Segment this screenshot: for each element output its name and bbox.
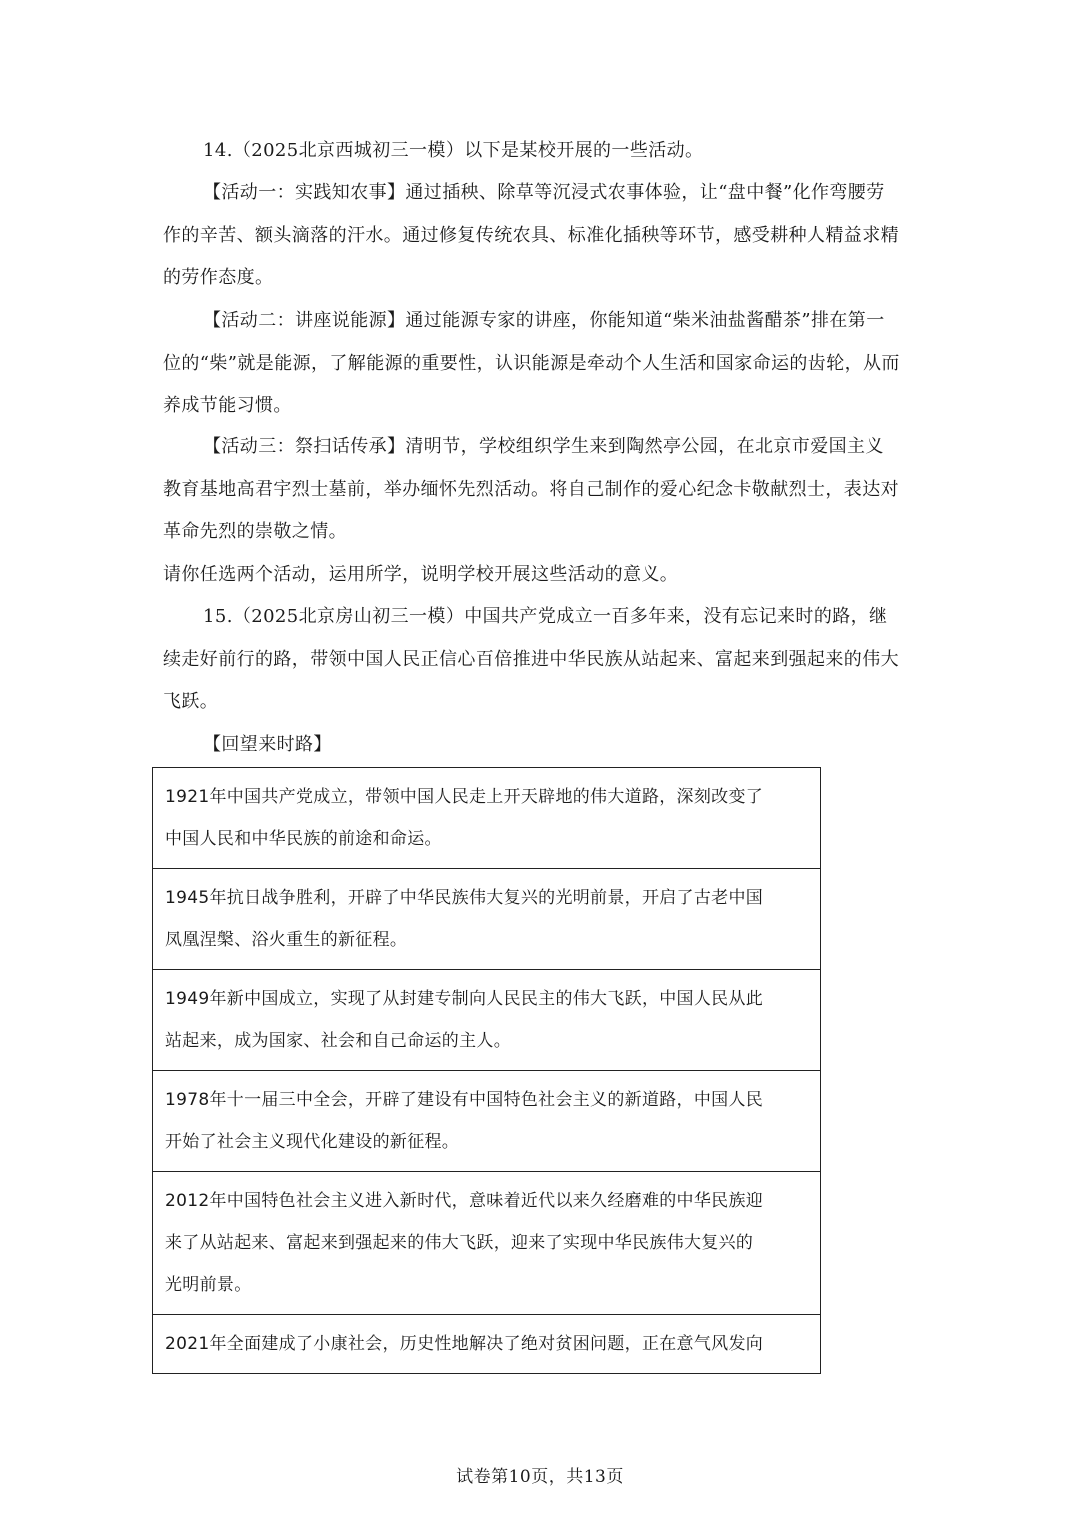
timeline-line: 1921年中国共产党成立，带领中国人民走上开天辟地的伟大道路，深刻改变了 xyxy=(165,787,764,807)
activity-2-line: 位的“柴”就是能源，了解能源的重要性，认识能源是牵动个人生活和国家命运的齿轮，从而 xyxy=(163,352,900,374)
timeline-line: 2021年全面建成了小康社会，历史性地解决了绝对贫困问题，正在意气风发向 xyxy=(165,1334,764,1354)
question-15-intro-line: 续走好前行的路，带领中国人民正信心百倍推进中华民族从站起来、富起来到强起来的伟大 xyxy=(163,648,899,670)
timeline-line: 中国人民和中华民族的前途和命运。 xyxy=(165,829,442,849)
activity-1-line: 作的辛苦、额头滴落的汗水。通过修复传统农具、标准化插秧等环节，感受耕种人精益求精 xyxy=(163,224,899,246)
subheading-text: 【回望来时路】 xyxy=(203,734,332,755)
page-footer xyxy=(0,1462,1080,1487)
timeline-line: 1978年十一届三中全会，开辟了建设有中国特色社会主义的新道路，中国人民 xyxy=(165,1090,764,1110)
timeline-cell-2021 xyxy=(153,1315,821,1374)
activity-2-line: 【活动二：讲座说能源】通过能源专家的讲座，你能知道“柴米油盐酱醋茶”排在第一 xyxy=(203,310,885,331)
timeline-line: 来了从站起来、富起来到强起来的伟大飞跃，迎来了实现中华民族伟大复兴的 xyxy=(165,1233,754,1253)
activity-3-line: 革命先烈的崇敬之情。 xyxy=(163,521,347,542)
timeline-line: 站起来，成为国家、社会和自己命运的主人。 xyxy=(165,1031,511,1051)
question-14-prompt xyxy=(163,554,919,597)
table-row xyxy=(153,869,821,970)
timeline-cell-1945 xyxy=(153,869,821,970)
timeline-line: 开始了社会主义现代化建设的新征程。 xyxy=(165,1132,460,1152)
timeline-line: 1945年抗日战争胜利，开辟了中华民族伟大复兴的光明前景，开启了古老中国 xyxy=(165,888,764,908)
timeline-line: 1949年新中国成立，实现了从封建专制向人民民主的伟大飞跃，中国人民从此 xyxy=(165,989,764,1009)
table-row xyxy=(153,1315,821,1374)
timeline-table xyxy=(152,767,821,1374)
table-row xyxy=(153,1071,821,1172)
timeline-cell-2012 xyxy=(153,1172,821,1315)
timeline-line: 凤凰涅槃、浴火重生的新征程。 xyxy=(165,930,408,950)
subheading-look-back xyxy=(163,724,919,767)
activity-1-paragraph xyxy=(163,172,919,300)
table-row xyxy=(153,1172,821,1315)
activity-1-line: 【活动一：实践知农事】通过插秧、除草等沉浸式农事体验，让“盘中餐”化作弯腰劳 xyxy=(203,182,885,203)
question-14-intro xyxy=(163,130,919,173)
activity-2-line: 养成节能习惯。 xyxy=(163,395,292,416)
table-row xyxy=(153,768,821,869)
timeline-line: 光明前景。 xyxy=(165,1275,252,1295)
timeline-cell-1949 xyxy=(153,970,821,1071)
timeline-cell-1978 xyxy=(153,1071,821,1172)
activity-3-paragraph xyxy=(163,426,919,554)
activity-2-paragraph xyxy=(163,300,919,428)
table-row xyxy=(153,970,821,1071)
question-15-intro-line: 15.（2025北京房山初三一模）中国共产党成立一百多年来，没有忘记来时的路，继 xyxy=(203,606,888,627)
activity-1-line: 的劳作态度。 xyxy=(163,267,274,288)
timeline-line: 2012年中国特色社会主义进入新时代，意味着近代以来久经磨难的中华民族迎 xyxy=(165,1191,764,1211)
timeline-cell-1921 xyxy=(153,768,821,869)
question-15-intro-line: 飞跃。 xyxy=(163,691,219,712)
activity-3-line: 【活动三：祭扫话传承】清明节，学校组织学生来到陶然亭公园，在北京市爱国主义 xyxy=(203,436,884,457)
question-15-intro xyxy=(163,596,919,724)
question-14-intro-text: 14.（2025北京西城初三一模）以下是某校开展的一些活动。 xyxy=(203,140,704,161)
question-14-prompt-text: 请你任选两个活动，运用所学，说明学校开展这些活动的意义。 xyxy=(163,564,679,585)
activity-3-line: 教育基地高君宇烈士墓前，举办缅怀先烈活动。将自己制作的爱心纪念卡敬献烈士，表达对 xyxy=(163,478,899,500)
page-number-label: 试卷第10页，共13页 xyxy=(456,1467,624,1487)
